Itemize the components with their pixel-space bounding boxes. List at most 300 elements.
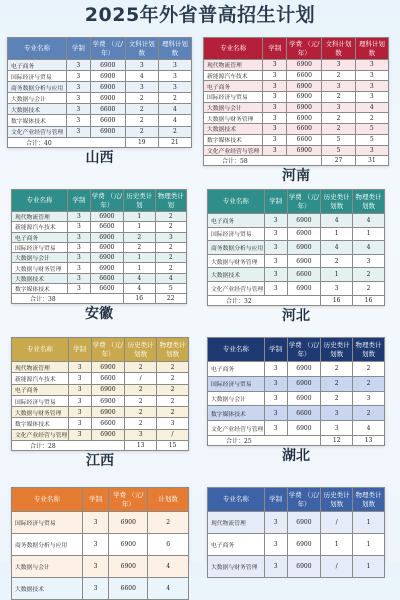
table-cell: 2 xyxy=(321,254,353,268)
table-cell: 4 xyxy=(155,273,187,283)
major-name-cell: 国际经济与贸易 xyxy=(8,71,67,82)
table-cell: 3 xyxy=(264,512,287,534)
province-card-anhui xyxy=(11,189,187,323)
table-cell: 3 xyxy=(263,60,287,71)
total-label: 合计：58 xyxy=(204,156,322,166)
table-row xyxy=(208,227,385,241)
table-cell: 3 xyxy=(264,376,287,391)
column-header: 计划数 xyxy=(148,488,189,512)
table-cell: 3 xyxy=(155,232,187,242)
plan-table xyxy=(11,337,189,451)
total-label: 合计：38 xyxy=(12,294,124,304)
major-name-cell: 国际经济与贸易 xyxy=(208,227,265,241)
province-name: 河北 xyxy=(282,307,310,324)
table-cell: 2 xyxy=(321,362,353,377)
total-value: 21 xyxy=(158,137,191,147)
table-cell: 2 xyxy=(125,407,157,418)
table-cell: 5 xyxy=(355,124,388,135)
table-cell: 6600 xyxy=(287,70,322,81)
column-header: 专业名称 xyxy=(208,190,265,214)
table-cell: 6900 xyxy=(90,93,125,104)
major-name-cell: 现代物流管理 xyxy=(12,212,68,222)
table-cell: 2 xyxy=(321,376,353,391)
table-cell: 3 xyxy=(321,406,353,421)
table-cell: 1 xyxy=(321,534,353,556)
table-row xyxy=(208,421,385,436)
table-cell: / xyxy=(157,429,189,440)
column-header: 历史类计划数 xyxy=(321,190,353,214)
total-value: 16 xyxy=(353,295,385,305)
major-name-cell: 大数据与会计 xyxy=(8,93,67,104)
table-row xyxy=(12,253,187,263)
major-name-cell: 大数据与会计 xyxy=(12,253,68,263)
table-cell: 3 xyxy=(355,145,388,156)
table-cell: 4 xyxy=(125,71,158,82)
table-cell: 1 xyxy=(124,222,156,232)
table-cell: 3 xyxy=(321,421,353,436)
table-cell: 6600 xyxy=(287,406,321,421)
major-name-cell: 数字媒体技术 xyxy=(208,406,265,421)
plan-table xyxy=(203,37,389,166)
table-row xyxy=(8,93,192,104)
plan-table xyxy=(11,487,189,600)
table-row xyxy=(208,556,385,578)
table-cell: 3 xyxy=(68,284,91,294)
table-cell: 3 xyxy=(125,60,158,71)
table-row xyxy=(208,512,385,534)
column-header: 学费 （元/年） xyxy=(90,190,123,212)
table-cell: 3 xyxy=(264,281,287,295)
total-label: 合计：25 xyxy=(208,435,321,445)
table-cell: 2 xyxy=(155,253,187,263)
table-cell: 3 xyxy=(68,384,91,395)
major-name-cell: 大数据技术 xyxy=(204,124,263,135)
table-row xyxy=(12,556,189,578)
table-cell: / xyxy=(125,373,157,384)
table-header-row xyxy=(8,38,192,60)
table-cell: 4 xyxy=(353,241,385,255)
table-row xyxy=(8,82,192,93)
table-cell: 2 xyxy=(322,70,355,81)
table-cell: / xyxy=(321,512,353,534)
table-row xyxy=(204,92,389,103)
table-cell: 2 xyxy=(355,113,388,124)
column-header: 历史类计划数 xyxy=(321,488,353,512)
table-cell: 3 xyxy=(66,82,90,93)
table-row xyxy=(12,384,189,395)
table-row xyxy=(208,362,385,377)
table-cell: 6900 xyxy=(287,534,321,556)
table-cell: 3 xyxy=(82,556,109,578)
table-cell: 6900 xyxy=(287,227,321,241)
total-label: 合计：32 xyxy=(208,295,321,305)
table-cell: 3 xyxy=(263,70,287,81)
table-cell: 3 xyxy=(68,263,91,273)
table-cell: 3 xyxy=(82,534,109,556)
table-cell: 3 xyxy=(264,268,287,282)
table-cell: 6900 xyxy=(287,145,322,156)
table-cell: 2 xyxy=(125,418,157,429)
column-header: 历史类计划 xyxy=(124,190,156,212)
table-cell: 3 xyxy=(264,534,287,556)
table-cell: 2 xyxy=(155,222,187,232)
table-header-row xyxy=(204,38,389,60)
major-name-cell: 现代物流管理 xyxy=(12,362,69,373)
table-cell: 6900 xyxy=(109,556,148,578)
table-cell: 3 xyxy=(158,82,191,93)
column-header: 物理类计划数 xyxy=(353,190,385,214)
table-cell: 3 xyxy=(322,102,355,113)
table-cell: 2 xyxy=(125,93,158,104)
province-card-bottom-right xyxy=(207,487,385,571)
table-row xyxy=(12,362,189,373)
table-cell: 3 xyxy=(353,254,385,268)
table-cell: 5 xyxy=(155,284,187,294)
column-header: 历史类计划数 xyxy=(125,338,157,362)
table-cell: 3 xyxy=(263,102,287,113)
table-cell: 4 xyxy=(353,421,385,436)
table-cell: 2 xyxy=(158,126,191,137)
column-header: 学费 （元/年） xyxy=(287,190,321,214)
major-name-cell: 商务数据分析与应用 xyxy=(8,82,67,93)
major-name-cell: 数字媒体技术 xyxy=(204,134,263,145)
table-cell: 2 xyxy=(125,362,157,373)
table-cell: 3 xyxy=(263,134,287,145)
table-cell: / xyxy=(321,556,353,578)
table-cell: 3 xyxy=(158,71,191,82)
table-row xyxy=(208,254,385,268)
table-cell: 4 xyxy=(158,104,191,115)
major-name-cell: 电子商务 xyxy=(12,384,69,395)
table-cell: 1 xyxy=(124,212,156,222)
table-cell: 6600 xyxy=(90,273,123,283)
table-cell: 3 xyxy=(322,60,355,71)
table-cell: 6900 xyxy=(90,263,123,273)
table-row xyxy=(204,60,389,71)
table-cell: 2 xyxy=(155,263,187,273)
table-cell: 6900 xyxy=(91,395,125,406)
table-cell: 3 xyxy=(68,362,91,373)
province-name: 山西 xyxy=(85,149,114,166)
major-name-cell: 大数据与财务管理 xyxy=(12,263,68,273)
major-name-cell: 国际经济与贸易 xyxy=(204,92,263,103)
table-cell: 2 xyxy=(124,232,156,242)
table-cell: 4 xyxy=(148,556,189,578)
table-cell: 6900 xyxy=(90,212,123,222)
table-cell: 4 xyxy=(353,214,385,228)
table-cell: 6900 xyxy=(90,60,125,71)
table-row xyxy=(12,395,189,406)
column-header: 专业名称 xyxy=(12,488,83,512)
table-cell: 3 xyxy=(68,253,91,263)
major-name-cell: 文化产业经营与管理 xyxy=(208,421,265,436)
table-cell: 2 xyxy=(125,126,158,137)
table-cell: 2 xyxy=(125,104,158,115)
table-cell: 5 xyxy=(322,134,355,145)
column-header: 物理类计划数 xyxy=(157,338,189,362)
table-row xyxy=(8,71,192,82)
table-cell: 3 xyxy=(264,406,287,421)
table-row xyxy=(8,104,192,115)
table-row xyxy=(12,273,187,283)
table-row xyxy=(12,222,187,232)
table-cell: 4 xyxy=(355,102,388,113)
table-cell: 3 xyxy=(322,81,355,92)
table-cell: 4 xyxy=(148,578,189,600)
table-cell: 6600 xyxy=(91,418,125,429)
table-cell: 4 xyxy=(124,284,156,294)
table-cell: 5 xyxy=(322,145,355,156)
table-cell: 3 xyxy=(68,429,91,440)
table-cell: 6900 xyxy=(287,102,322,113)
table-cell: 2 xyxy=(157,407,189,418)
table-cell: 6900 xyxy=(287,421,321,436)
table-row xyxy=(204,102,389,113)
table-cell: 6900 xyxy=(287,512,321,534)
table-row xyxy=(12,407,189,418)
table-header-row xyxy=(208,488,385,512)
table-cell: 2 xyxy=(125,384,157,395)
table-cell: 6900 xyxy=(287,281,321,295)
major-name-cell: 商务数据分析与应用 xyxy=(208,241,265,255)
table-cell: 3 xyxy=(66,71,90,82)
major-name-cell: 新能源汽车技术 xyxy=(12,373,69,384)
plan-table xyxy=(207,337,385,446)
major-name-cell: 数字媒体技术 xyxy=(12,418,69,429)
total-value: 16 xyxy=(124,294,156,304)
column-header: 专业名称 xyxy=(8,38,67,60)
table-cell: 2 xyxy=(125,115,158,126)
table-cell: 6900 xyxy=(287,113,322,124)
table-cell: 2 xyxy=(157,395,189,406)
table-row xyxy=(8,115,192,126)
total-label: 合计：40 xyxy=(8,137,126,147)
table-cell: 5 xyxy=(355,134,388,145)
column-header: 学制 xyxy=(263,38,287,60)
table-cell: 2 xyxy=(157,373,189,384)
table-row xyxy=(12,534,189,556)
total-value: 16 xyxy=(321,295,353,305)
column-header: 理科计划数 xyxy=(355,38,388,60)
table-row xyxy=(208,281,385,295)
province-name: 湖北 xyxy=(282,447,310,464)
table-header-row xyxy=(12,488,189,512)
table-cell: 6900 xyxy=(287,81,322,92)
table-row xyxy=(12,284,187,294)
table-cell: 6900 xyxy=(90,232,123,242)
table-cell: 2 xyxy=(157,384,189,395)
total-row xyxy=(12,294,187,304)
table-cell: 3 xyxy=(263,124,287,135)
column-header: 历史类计划数 xyxy=(321,338,353,362)
table-cell: 6600 xyxy=(287,134,322,145)
table-cell: 2 xyxy=(125,395,157,406)
table-row xyxy=(208,268,385,282)
table-cell: 2 xyxy=(157,362,189,373)
table-cell: 3 xyxy=(66,60,90,71)
table-cell: 3 xyxy=(264,214,287,228)
table-cell: 2 xyxy=(353,406,385,421)
total-value: 15 xyxy=(157,441,189,451)
major-name-cell: 电子商务 xyxy=(208,214,265,228)
table-row xyxy=(208,241,385,255)
table-cell: 3 xyxy=(66,93,90,104)
table-cell: 3 xyxy=(264,391,287,406)
province-card-shanxi xyxy=(7,37,192,166)
table-cell: 6900 xyxy=(90,242,123,252)
table-cell: 1 xyxy=(353,534,385,556)
table-cell: 2 xyxy=(353,376,385,391)
column-header: 专业名称 xyxy=(12,338,69,362)
column-header: 学制 xyxy=(264,190,287,214)
major-name-cell: 大数据与会计 xyxy=(12,556,83,578)
total-value: 27 xyxy=(322,156,355,166)
major-name-cell: 大数据技术 xyxy=(12,578,83,600)
table-row xyxy=(204,81,389,92)
major-name-cell: 电子商务 xyxy=(12,232,68,242)
table-cell: 6900 xyxy=(287,241,321,255)
table-cell: 2 xyxy=(158,93,191,104)
province-card-bottom-left xyxy=(11,487,189,593)
table-cell: 1 xyxy=(321,268,353,282)
table-cell: 3 xyxy=(82,512,109,534)
column-header: 学费 （元/年） xyxy=(91,338,125,362)
table-cell: 3 xyxy=(68,407,91,418)
table-cell: 1 xyxy=(124,253,156,263)
table-cell: 3 xyxy=(158,60,191,71)
table-cell: 6600 xyxy=(90,115,125,126)
total-row xyxy=(12,441,189,451)
table-cell: 6600 xyxy=(90,222,123,232)
total-value: 13 xyxy=(353,435,385,445)
table-row xyxy=(12,512,189,534)
major-name-cell: 大数据技术 xyxy=(12,273,68,283)
table-cell: 3 xyxy=(263,92,287,103)
table-cell: 3 xyxy=(68,373,91,384)
column-header: 学制 xyxy=(68,338,91,362)
total-row xyxy=(204,156,389,166)
table-cell: 3 xyxy=(353,391,385,406)
table-row xyxy=(12,373,189,384)
major-name-cell: 国际经济与贸易 xyxy=(12,512,83,534)
table-cell: 2 xyxy=(155,212,187,222)
table-cell: 3 xyxy=(157,418,189,429)
page-title: 2025年外省普高招生计划 xyxy=(84,4,316,26)
table-cell: 3 xyxy=(66,104,90,115)
table-row xyxy=(204,134,389,145)
table-row xyxy=(208,406,385,421)
table-cell: 2 xyxy=(322,113,355,124)
table-cell: 2 xyxy=(124,242,156,252)
major-name-cell: 现代物流管理 xyxy=(204,60,263,71)
table-cell: 6900 xyxy=(90,71,125,82)
column-header: 学制 xyxy=(264,338,287,362)
table-cell: 6900 xyxy=(91,384,125,395)
table-cell: 6900 xyxy=(109,512,148,534)
table-cell: 3 xyxy=(264,241,287,255)
major-name-cell: 大数据与会计 xyxy=(204,102,263,113)
table-cell: 4 xyxy=(321,214,353,228)
total-value: 31 xyxy=(355,156,388,166)
total-row xyxy=(208,435,385,445)
plan-table xyxy=(207,487,385,578)
table-row xyxy=(208,376,385,391)
table-cell: 3 xyxy=(264,362,287,377)
major-name-cell: 大数据与财务管理 xyxy=(204,113,263,124)
province-name: 安徽 xyxy=(85,306,113,323)
table-header-row xyxy=(208,338,385,362)
table-cell: 3 xyxy=(263,145,287,156)
major-name-cell: 文化产业经营与管理 xyxy=(12,429,69,440)
column-header: 专业名称 xyxy=(208,338,265,362)
table-cell: 6600 xyxy=(90,104,125,115)
province-card-hubei xyxy=(207,337,385,464)
table-cell: 6900 xyxy=(91,429,125,440)
table-cell: 4 xyxy=(321,241,353,255)
column-header: 专业名称 xyxy=(204,38,263,60)
major-name-cell: 新能源汽车技术 xyxy=(12,222,68,232)
table-header-row xyxy=(12,338,189,362)
table-cell: 2 xyxy=(353,362,385,377)
province-name: 江西 xyxy=(86,453,114,470)
table-row xyxy=(204,124,389,135)
table-cell: 3 xyxy=(68,273,91,283)
table-cell: 1 xyxy=(353,512,385,534)
total-value: 22 xyxy=(155,294,187,304)
column-header: 学费 （元/年） xyxy=(287,338,321,362)
column-header: 学费 （元/年） xyxy=(287,488,321,512)
table-row xyxy=(12,429,189,440)
table-cell: 6900 xyxy=(90,253,123,263)
province-card-henan xyxy=(203,37,389,185)
table-cell: 3 xyxy=(263,81,287,92)
major-name-cell: 国际经济与贸易 xyxy=(12,395,69,406)
table-cell: 3 xyxy=(68,418,91,429)
table-row xyxy=(12,418,189,429)
column-header: 学费 （元/年） xyxy=(109,488,148,512)
table-cell: 6900 xyxy=(91,362,125,373)
column-header: 物理类计划 xyxy=(155,190,187,212)
major-name-cell: 大数据与财务管理 xyxy=(208,556,265,578)
plan-table xyxy=(207,189,385,306)
table-cell: 1 xyxy=(353,227,385,241)
table-cell: 6900 xyxy=(287,214,321,228)
major-name-cell: 大数据技术 xyxy=(8,104,67,115)
table-row xyxy=(12,263,187,273)
major-name-cell: 新能源汽车技术 xyxy=(204,70,263,81)
major-name-cell: 国际经济与贸易 xyxy=(12,242,68,252)
column-header: 专业名称 xyxy=(12,190,68,212)
table-cell: 4 xyxy=(158,115,191,126)
table-cell: 1 xyxy=(124,263,156,273)
major-name-cell: 大数据与财务管理 xyxy=(12,407,69,418)
column-header: 学制 xyxy=(68,190,91,212)
table-cell: 3 xyxy=(264,421,287,436)
major-name-cell: 电子商务 xyxy=(208,534,265,556)
plan-table xyxy=(7,37,192,148)
column-header: 学制 xyxy=(66,38,90,60)
total-value: 19 xyxy=(125,137,158,147)
table-cell: 3 xyxy=(66,126,90,137)
table-cell: 1 xyxy=(321,227,353,241)
table-cell: 6900 xyxy=(287,376,321,391)
table-header-row xyxy=(12,190,187,212)
column-header: 专业名称 xyxy=(208,488,265,512)
table-cell: 6900 xyxy=(91,407,125,418)
table-cell: 6900 xyxy=(287,391,321,406)
major-name-cell: 电子商务 xyxy=(8,60,67,71)
table-cell: 3 xyxy=(321,281,353,295)
